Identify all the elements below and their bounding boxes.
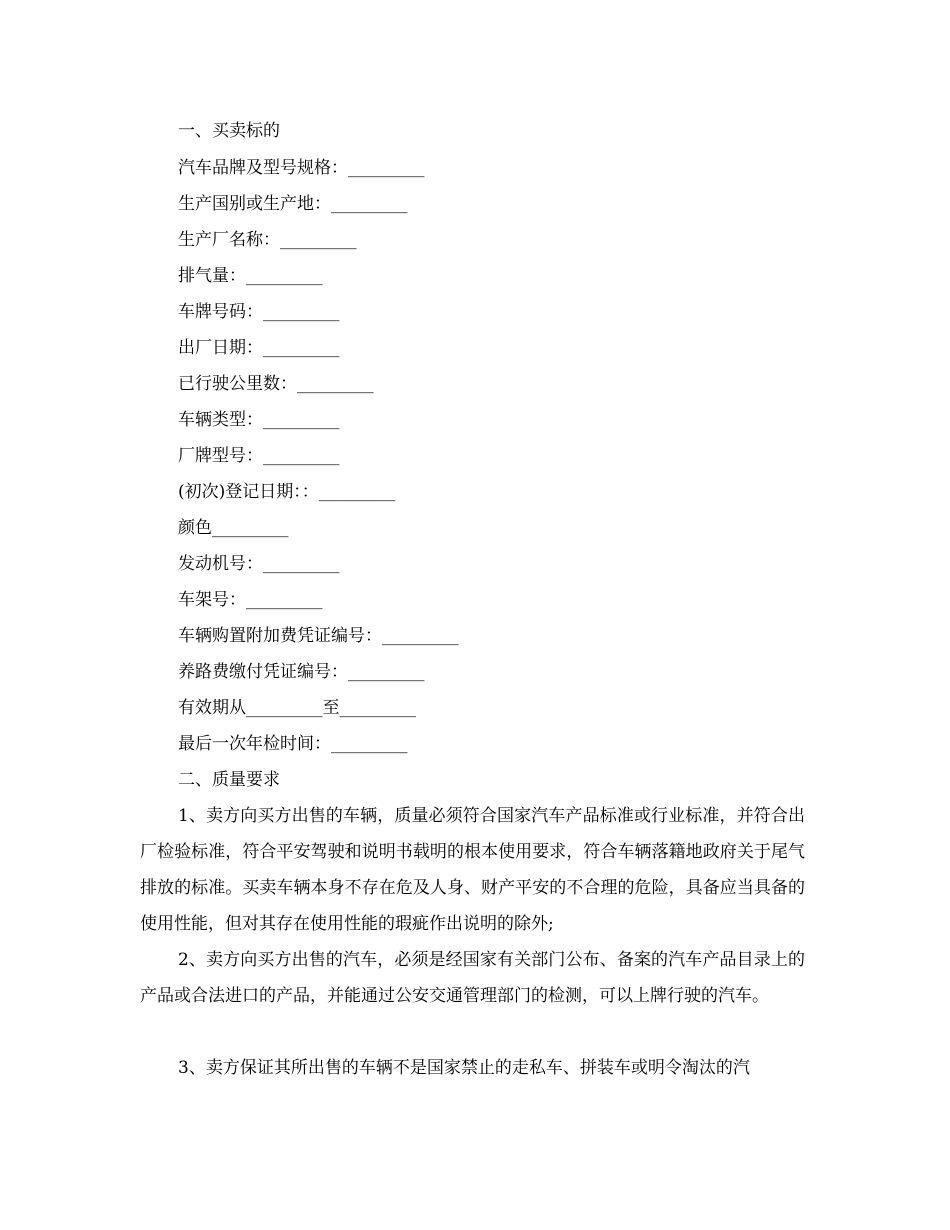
field-frame-number: 车架号：_________ xyxy=(178,590,323,610)
field-last-inspection: 最后一次年检时间：_________ xyxy=(178,734,408,754)
field-displacement: 排气量：_________ xyxy=(178,266,323,286)
field-purchase-surcharge-voucher: 车辆购置附加费凭证编号：_________ xyxy=(178,626,459,646)
field-factory-date: 出厂日期：_________ xyxy=(178,338,340,358)
field-registration-date: (初次)登记日期：：_________ xyxy=(178,482,396,502)
field-plate-number: 车牌号码：_________ xyxy=(178,302,340,322)
quality-paragraph-1: 1、卖方向买方出售的车辆，质量必须符合国家汽车产品标准或行业标准，并符合出厂检验标准，符合平安驾驶和说明书载明的根本使用要求，符合车辆落籍地政府关于尾气排放的标准。买卖车辆本身不存在危及人身、财产平安的不合理的危险，具备应当具备的使用性能，但对其存在使用性能的瑕疵作出说明的除外; xyxy=(140,806,805,934)
quality-paragraph-2: 2、卖方向买方出售的汽车，必须是经国家有关部门公布、备案的汽车产品目录上的产品或合法进口的产品，并能通过公安交通管理部门的检测，可以上牌行驶的汽车。 xyxy=(140,950,805,1006)
field-mileage: 已行驶公里数：_________ xyxy=(178,374,374,394)
field-color: 颜色_________ xyxy=(178,518,289,538)
field-road-fee-voucher: 养路费缴付凭证编号：_________ xyxy=(178,662,425,682)
field-manufacturer: 生产厂名称：_________ xyxy=(178,230,357,250)
section-heading-quality: 二、质量要求 xyxy=(178,770,280,790)
field-vehicle-type: 车辆类型：_________ xyxy=(178,410,340,430)
section-heading-subject: 一、买卖标的 xyxy=(178,121,280,141)
field-brand-model: 汽车品牌及型号规格：_________ xyxy=(178,158,425,178)
field-engine-number: 发动机号：_________ xyxy=(178,554,340,574)
quality-paragraph-3: 3、卖方保证其所出售的车辆不是国家禁止的走私车、拼装车或明令淘汰的汽 xyxy=(178,1058,750,1078)
field-validity-period: 有效期从_________至_________ xyxy=(178,698,416,718)
field-brand-type: 厂牌型号：_________ xyxy=(178,446,340,466)
field-origin: 生产国别或生产地：_________ xyxy=(178,194,408,214)
